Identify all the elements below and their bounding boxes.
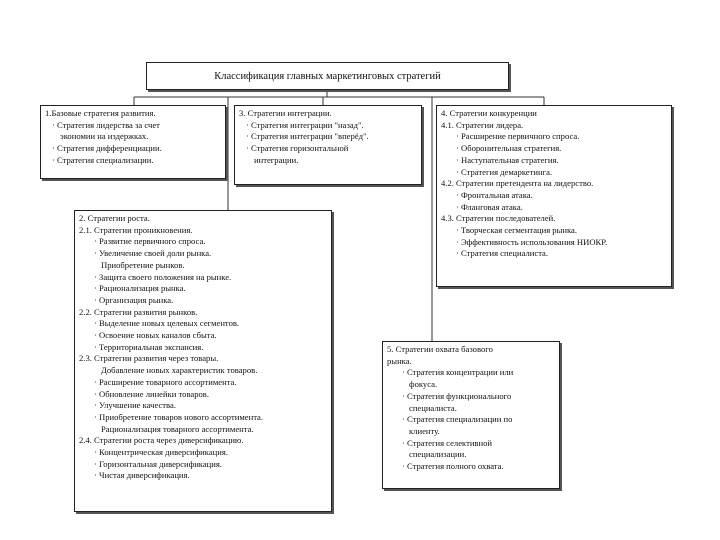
box1-line: · Стратегия специализации. [52,154,154,165]
box4-line: 4.3. Стратегии последователей. [441,213,556,224]
basic-strategies-box [40,105,226,179]
box2-line: · Приобретение товаров нового ассортимента. [94,411,264,422]
box4-line: 4.2. Стратегии претендента на лидерство. [441,178,594,189]
box5-line: рынка. [387,355,412,366]
box2-line: · Рационализация рынка. [94,283,186,294]
box2-line: 2.4. Стратегии роста через диверсификацию. [79,435,244,446]
box2-line: · Защита своего положения на рынке. [94,271,232,282]
box5-line: · Стратегия функционального [402,390,512,401]
box2-line: · Обновление линейки товаров. [94,388,210,399]
box2-line: Рационализация товарного ассортимента. [101,423,254,434]
box2-line: · Организация рынка. [94,294,174,305]
box4-line: · Оборонительная стратегия. [456,143,562,154]
box5-line: · Стратегия специализации по [402,414,513,425]
box3-line: интеграции. [254,154,299,165]
box2-line: · Расширение товарного ассортимента. [94,376,237,387]
diagram-title-box [146,62,509,90]
box4-line: · Фланговая атака. [456,201,523,212]
box4-line: 4.1. Стратегии лидера. [441,119,524,130]
box2-line: · Чистая диверсификация. [94,470,190,481]
growth-strategies-box [74,210,332,512]
integration-strategies-box [234,105,422,185]
box3-line: 3. Стратегии интеграции. [239,108,332,118]
box2-line: 2.2. Стратегии развития рынков. [79,306,198,317]
box2-line: · Развитие первичного спроса. [94,236,206,247]
box2-line: · Концентрическая диверсификация. [94,447,228,458]
box4-line: · Фронтальная атака. [456,189,533,200]
box5-line: клиенту. [409,425,440,436]
box2-line: 2. Стратегии роста. [79,213,150,223]
box2-line: · Горизонтальная диверсификация. [94,458,222,469]
box5-line: фокуса. [409,379,438,390]
box5-line: · Стратегия полного охвата. [402,461,504,472]
box4-line: · Расширение первичного спроса. [456,131,580,142]
box2-line: · Выделение новых целевых сегментов. [94,318,240,329]
box4-line: · Эффективность использования НИОКР. [456,236,608,247]
box2-line: · Улучшение качества. [94,400,176,411]
box4-line: · Стратегия демаркетинга. [456,166,553,177]
box4-line: · Стратегия специалиста. [456,248,549,259]
box2-line: 2.3. Стратегии развития через товары. [79,353,219,364]
box4-line: 4. Стратегии конкуренции [441,108,537,118]
competition-strategies-box [436,105,672,287]
box3-line: · Стратегия интеграции "вперёд". [246,131,369,142]
box2-line: Приобретение рынков. [101,259,185,270]
box5-line: специализации. [409,449,467,460]
box1-line: экономии на издержках. [60,131,149,142]
box2-line: · Территориальная экспансия. [94,341,204,352]
box1-line: · Стратегия дифференциации. [52,143,162,154]
box2-line: · Освоение новых каналов сбыта. [94,330,217,341]
box5-line: · Стратегия селективной [402,437,492,448]
box4-line: · Наступательная стратегия. [456,154,559,165]
box5-line: специалиста. [409,402,457,413]
box3-line: · Стратегия горизонтальной [246,143,349,154]
box3-line: · Стратегия интеграции "назад". [246,119,364,130]
diagram-title: Классификация главных маркетинговых стратегий [214,70,441,82]
market-coverage-strategies-box [382,341,560,489]
box4-line: · Творческая сегментация рынка. [456,225,577,236]
box1-line: · Стратегия лидерства за счет [52,119,160,130]
box2-line: 2.1. Стратегии проникновения. [79,224,193,235]
box1-line: 1.Базовые стратегия развития. [45,108,156,118]
box2-line: · Увеличение своей доли рынка. [94,248,212,259]
box5-line: 5. Стратегии охвата базового [387,344,493,354]
box2-line: Добавление новых характеристик товаров. [101,365,258,376]
box5-line: · Стратегия концентрации или [402,367,514,378]
